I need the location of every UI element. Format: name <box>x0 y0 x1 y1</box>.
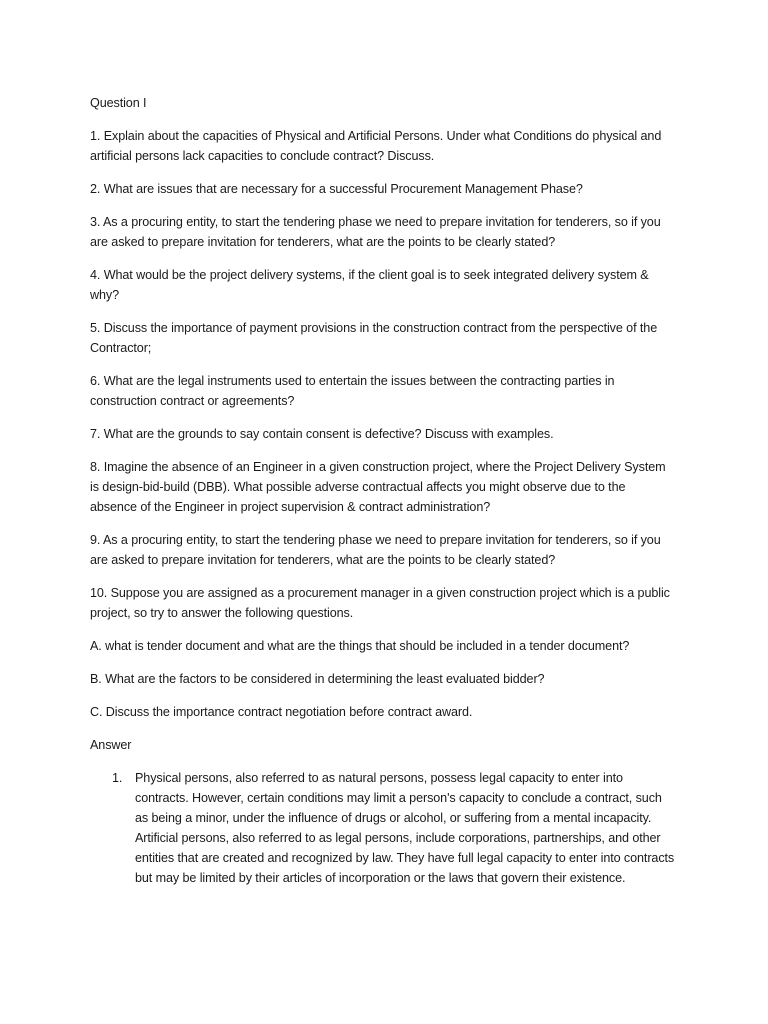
question-1: 1. Explain about the capacities of Physical and Artificial Persons. Under what Conditions do physical and artificial persons lack capacities to conclude contract? Discuss. <box>90 129 662 163</box>
question-8: 8. Imagine the absence of an Engineer in a given construction project, where the Project Delivery System is design-bid-build (DBB). What possible adverse contractual affects you might observe due to the absence of the Engineer in project supervision & contract administration? <box>90 460 666 514</box>
question-9: 9. As a procuring entity, to start the tendering phase we need to prepare invitation for tenderers, so if you are asked to prepare invitation for tenderers, what are the points to be clearly stated? <box>90 533 661 567</box>
question-4: 4. What would be the project delivery systems, if the client goal is to seek integrated delivery system & why? <box>90 268 649 302</box>
question-3: 3. As a procuring entity, to start the tendering phase we need to prepare invitation for tenderers, so if you are asked to prepare invitation for tenderers, what are the points to be clearly stated? <box>90 215 661 249</box>
answer-number: 1. <box>112 771 123 785</box>
document-content <box>90 93 675 888</box>
answer-item-1 <box>90 768 675 888</box>
question-10-c: C. Discuss the importance contract negotiation before contract award. <box>90 705 473 719</box>
question-10: 10. Suppose you are assigned as a procurement manager in a given construction project which is a public project, so try to answer the following questions. <box>90 586 670 620</box>
question-10-a: A. what is tender document and what are the things that should be included in a tender document? <box>90 639 630 653</box>
answer-text: Physical persons, also referred to as natural persons, possess legal capacity to enter into contracts. However, certain conditions may limit a person's capacity to conclude a contract, such as being a minor, under the influence of drugs or alcohol, or suffering from a mental incapacity. Artificial persons, also referred to as legal persons, include corporations, partnerships, and other entities that are created and recognized by law. They have full legal capacity to enter into contracts but may be limited by their articles of incorporation or the laws that govern their existence. <box>135 771 675 885</box>
question-6: 6. What are the legal instruments used to entertain the issues between the contracting parties in construction contract or agreements? <box>90 374 615 408</box>
question-2: 2. What are issues that are necessary for a successful Procurement Management Phase? <box>90 182 583 196</box>
question-10-b: B. What are the factors to be considered in determining the least evaluated bidder? <box>90 672 545 686</box>
question-7: 7. What are the grounds to say contain consent is defective? Discuss with examples. <box>90 427 554 441</box>
answer-section-title: Answer <box>90 738 132 752</box>
question-5: 5. Discuss the importance of payment provisions in the construction contract from the perspective of the Contractor; <box>90 321 658 355</box>
answer-list <box>90 768 675 888</box>
question-section-title: Question I <box>90 96 147 110</box>
